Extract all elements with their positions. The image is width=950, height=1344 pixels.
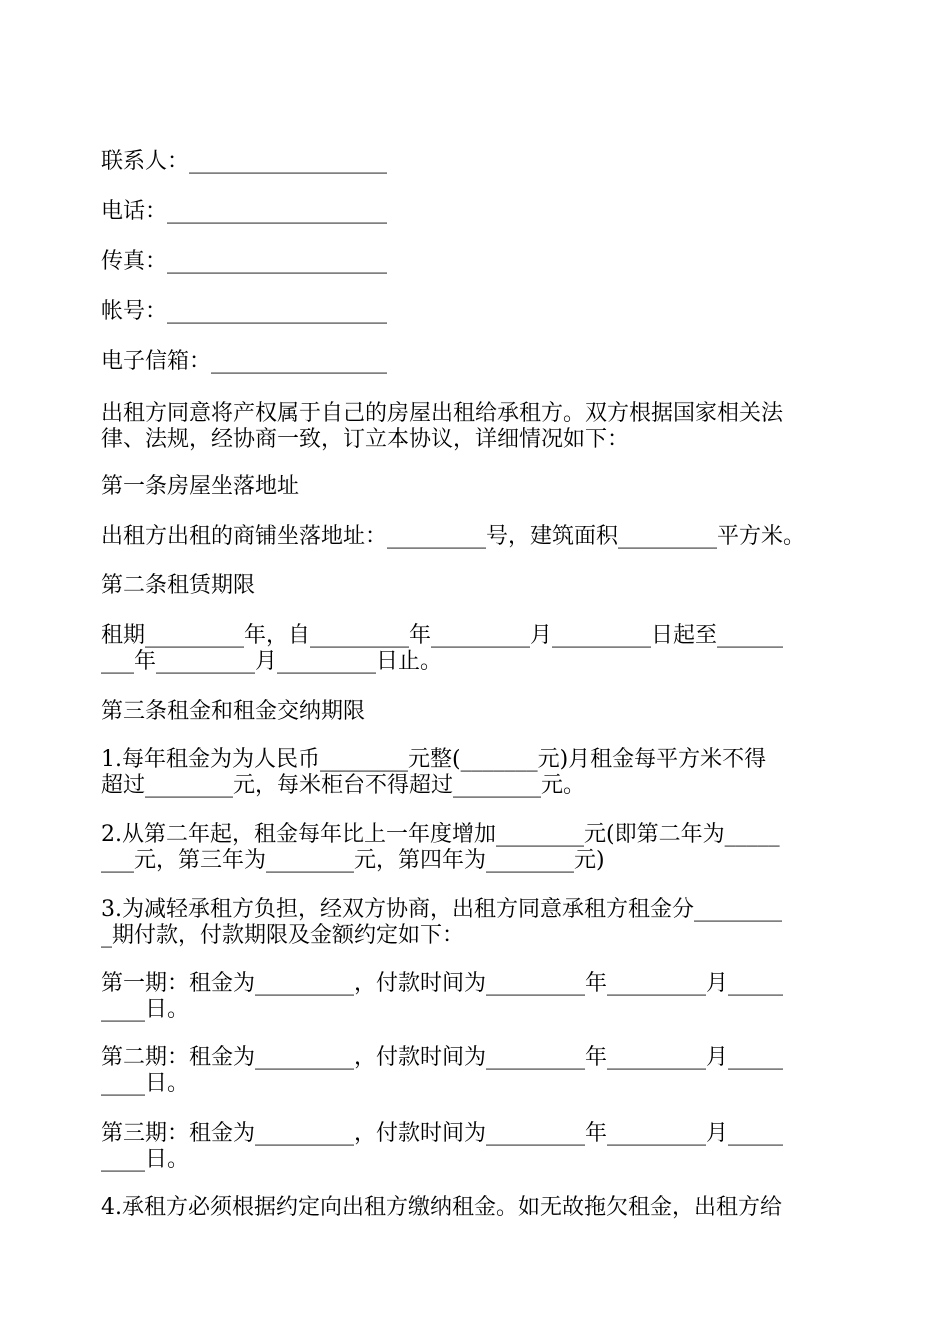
article3-item3-line-2: _期付款，付款期限及金额约定如下： (101, 923, 465, 948)
account-line: 帐号：____________________ (101, 299, 388, 324)
period1-line-2: ____日。 (101, 997, 190, 1022)
article1-body: 出租方出租的商铺坐落地址：_________号，建筑面积_________平方米。 (101, 524, 806, 549)
article3-item3-line-1: 3.为减轻承租方负担，经双方协商，出租方同意承租方租金分________ (101, 897, 782, 922)
email-line: 电子信箱：________________ (101, 349, 388, 374)
contact-person-line: 联系人：__________________ (101, 149, 388, 174)
period2-line-2: ____日。 (101, 1071, 190, 1096)
article3-item2-line-1: 2.从第二年起，租金每年比上一年度增加________元(即第二年为_____ (101, 822, 780, 847)
period2-line-1: 第二期：租金为_________，付款时间为_________年_________月_____ (101, 1045, 784, 1070)
article2-heading: 第二条租赁期限 (101, 573, 256, 598)
article3-heading: 第三条租金和租金交纳期限 (101, 699, 366, 724)
intro-line-2: 律、法规，经协商一致，订立本协议，详细情况如下： (101, 427, 630, 452)
article3-item1-line-1: 1.每年租金为为人民币________元整(_______元)月租金每平方米不得 (101, 747, 767, 772)
period1-line-1: 第一期：租金为_________，付款时间为_________年_________月_____ (101, 971, 784, 996)
article2-body-line-1: 租期_________年，自_________年_________月_________日起至______ (101, 623, 784, 648)
article1-heading: 第一条房屋坐落地址 (101, 474, 300, 499)
period3-line-2: ____日。 (101, 1147, 190, 1172)
intro-line-1: 出租方同意将产权属于自己的房屋出租给承租方。双方根据国家相关法 (101, 401, 784, 426)
article2-body-line-2: ___年_________月_________日止。 (101, 649, 443, 674)
period3-line-1: 第三期：租金为_________，付款时间为_________年_________月_____ (101, 1121, 784, 1146)
fax-line: 传真：____________________ (101, 249, 388, 274)
article3-item1-line-2: 超过________元，每米柜台不得超过________元。 (101, 773, 586, 798)
phone-line: 电话：____________________ (101, 199, 388, 224)
article3-item4-line-1: 4.承租方必须根据约定向出租方缴纳租金。如无故拖欠租金，出租方给 (101, 1195, 782, 1220)
article3-item2-line-2: ___元，第三年为________元，第四年为________元) (101, 848, 605, 873)
